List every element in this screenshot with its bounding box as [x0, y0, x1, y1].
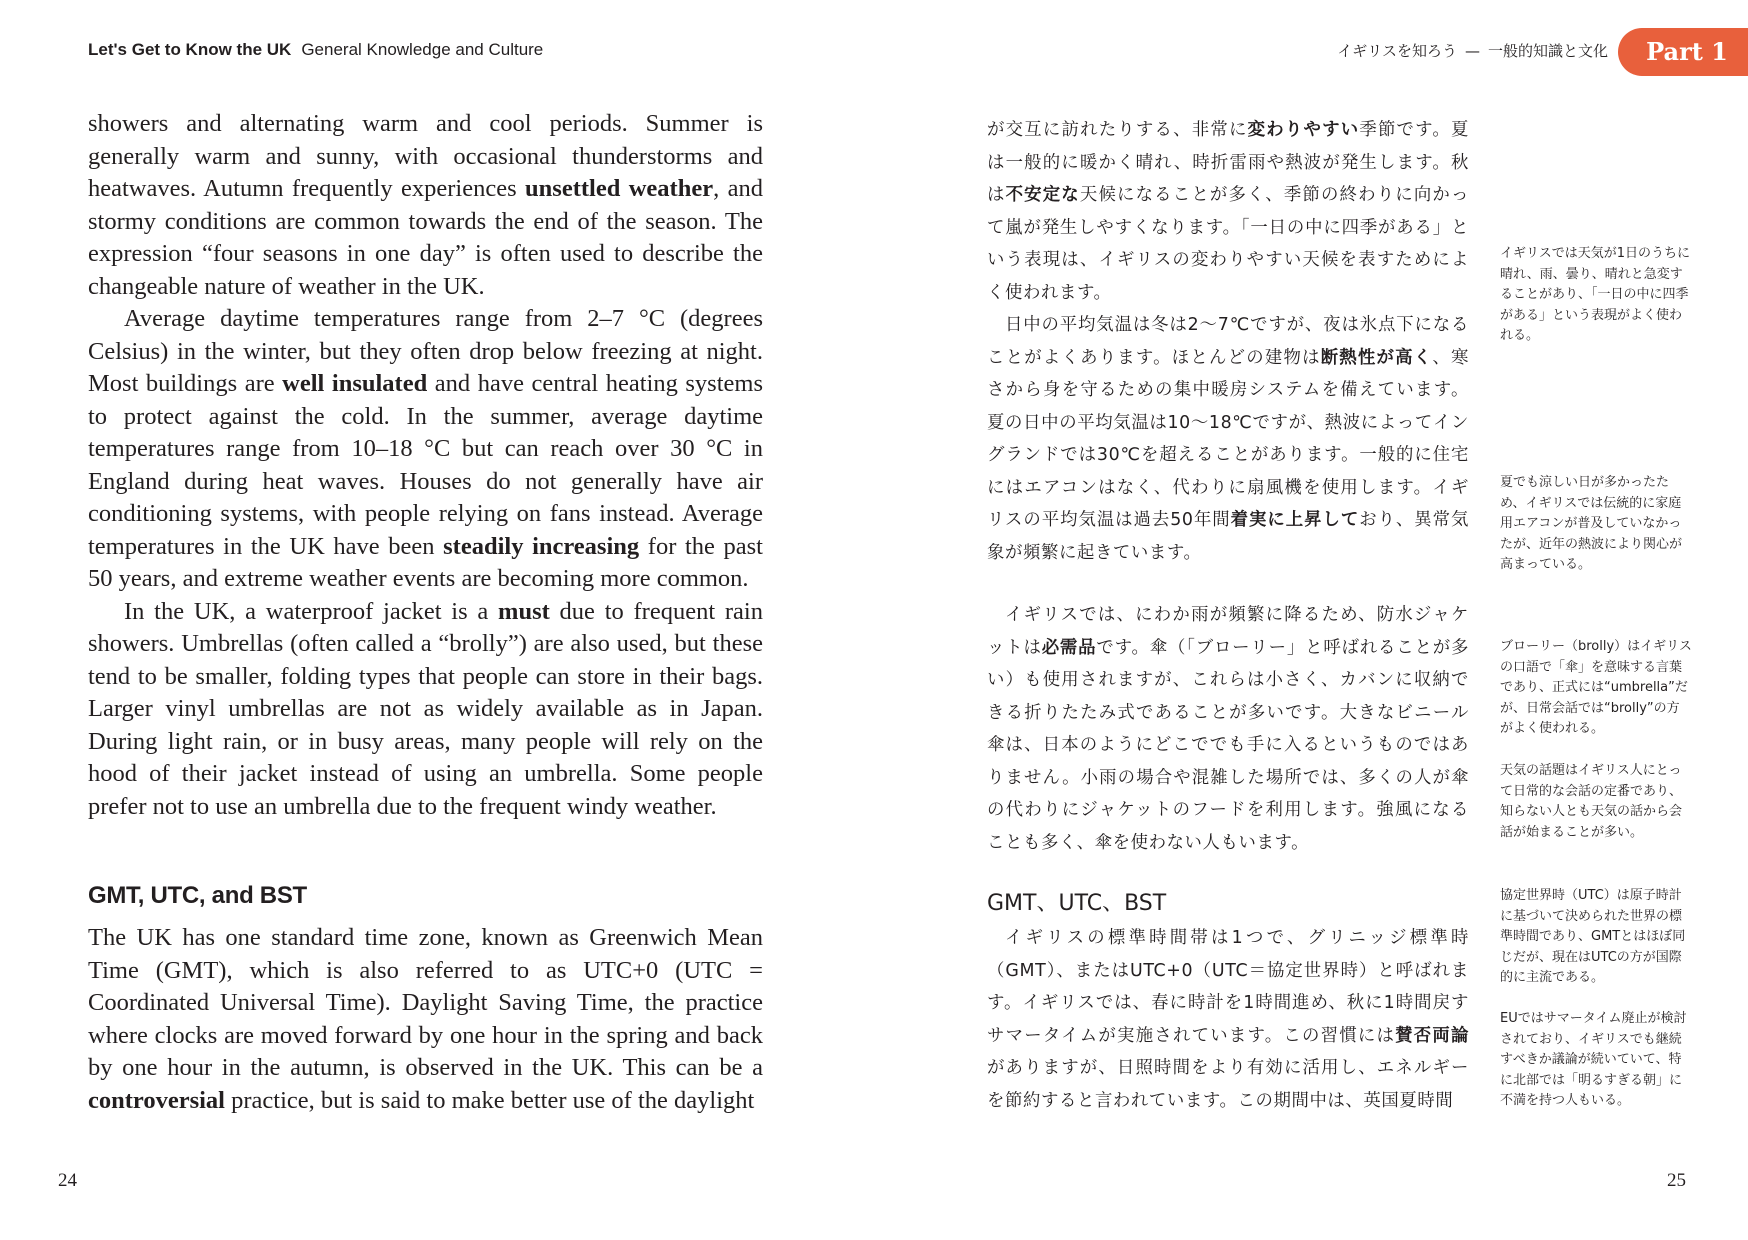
- keyword: controversial: [88, 1086, 225, 1114]
- keyword: 賛否両論: [1395, 1025, 1469, 1046]
- keyword: 着実に上昇して: [1230, 510, 1360, 530]
- margin-note: ブローリー（brolly）はイギリスの口語で「傘」を意味する言葉であり、正式には“umbrella”だが、日常会話では“brolly”の方がよく使われる。: [1500, 639, 1692, 736]
- running-header-left: [88, 40, 543, 60]
- margin-note: 協定世界時（UTC）は原子時計に基づいて決められた世界の標準時間であり、GMTとはほぼ同じだが、現在はUTCの方が国際的に主流である。: [1500, 888, 1686, 985]
- keyword: 変わりやすい: [1247, 120, 1360, 140]
- page-number-left: 24: [58, 1170, 77, 1191]
- book-title: Let's Get to Know the UK: [88, 40, 292, 59]
- japanese-paragraph-1: が交互に訪れたりする、非常に変わりやすい季節です。夏は一般的に暖かく晴れ、時折雷雨や熱波が発生します。秋は不安定な天候になることが多く、季節の終わりに向かって嵐が発生しやすくなります。「一日の中に四季がある」という表現は、イギリスの変わりやすい天候を表すためによく使われます。: [987, 120, 1470, 303]
- japanese-paragraph-3: イギリスでは、にわか雨が頻繁に降るため、防水ジャケットは必需品です。傘（「ブローリー」と呼ばれることが多い）も使用されますが、これらは小さく、カバンに収納できる折りたたみ式であることが多いです。大きなビニール傘は、日本のようにどこででも手に入るというものではありません。小雨の場合や混雑した場所では、多くの人が傘の代わりにジャケットのフードを利用します。強風になることも多く、傘を使わない人もいます。: [987, 605, 1469, 853]
- english-paragraph-4: The UK has one standard time zone, known as Greenwich Mean Time (GMT), which is also referred to as UTC+0 (UTC = Coordinated Universal Time). Daylight Saving Time, the practice where clocks are moved forward by one hour in the spring and back by one hour in the autumn, is observed in the UK. This can be a controversial practice, but is said to make better use of the daylight: [88, 924, 763, 1114]
- english-paragraph-1: showers and alternating warm and cool periods. Summer is generally warm and sunny, with occasional thunderstorms and heatwaves. Autumn frequently experiences unsettled weather, and stormy conditions are common towards the end of the season. The expression “four seasons in one day” is often used to describe the changeable nature of weather in the UK.: [88, 110, 763, 300]
- keyword: 不安定な: [1005, 185, 1080, 205]
- margin-note: イギリスでは天気が1日のうちに晴れ、雨、曇り、晴れと急変することがあり、「一日の中に四季がある」という表現がよく使われる。: [1500, 246, 1691, 343]
- jp-book-subtitle: 一般的知識と文化: [1487, 42, 1608, 60]
- japanese-section-heading: GMT、UTC、BST: [987, 891, 1167, 916]
- page-number-right: 25: [1667, 1170, 1686, 1191]
- english-body-section-2: [88, 922, 763, 1117]
- header-separator: —: [1464, 42, 1480, 60]
- keyword: steadily increasing: [443, 532, 640, 560]
- jp-book-title: イギリスを知ろう: [1337, 42, 1457, 60]
- margin-note: 夏でも涼しい日が多かったため、イギリスでは伝統的に家庭用エアコンが普及していなかったが、近年の熱波により関心が高まっている。: [1500, 475, 1683, 572]
- keyword: must: [498, 597, 550, 625]
- japanese-paragraph-4: イギリスの標準時間帯は1つで、グリニッジ標準時（GMT）、またはUTC+0（UTC＝協定世界時）と呼ばれます。イギリスでは、春に時計を1時間進め、秋に1時間戻すサマータイムが実施されています。この習慣には賛否両論がありますが、日照時間をより有効に活用し、エネルギーを節約すると言われています。この期間中は、英国夏時間: [987, 928, 1469, 1111]
- english-section-heading: GMT, UTC, and BST: [88, 882, 307, 909]
- japanese-paragraph-2: 日中の平均気温は冬は2～7℃ですが、夜は氷点下になることがよくあります。ほとんどの建物は断熱性が高く、寒さから身を守るための集中暖房システムを備えています。夏の日中の平均気温は10～18℃ですが、熱波によってイングランドでは30℃を超えることがあります。一般的に住宅にはエアコンはなく、代わりに扇風機を使用します。イギリスの平均気温は過去50年間着実に上昇しており、異常気象が頻繁に起きています。: [987, 315, 1469, 563]
- english-body: [88, 108, 763, 823]
- part-tab: Part 1: [1618, 28, 1748, 76]
- keyword: 必需品: [1041, 637, 1097, 658]
- english-paragraph-3: In the UK, a waterproof jacket is a must due to frequent rain showers. Umbrellas (often called a “brolly”) are also used, but these tend to be smaller, folding types that people can store in their bags. Larger vinyl umbrellas are not as widely available as in Japan. During light rain, or in busy areas, many people will rely on the hood of their jacket instead of using an umbrella. Some people prefer not to use an umbrella due to the frequent windy weather.: [88, 597, 763, 820]
- running-header-right: [1337, 40, 1608, 61]
- keyword: unsettled weather: [525, 175, 714, 202]
- english-paragraph-2: Average daytime temperatures range from 2–7 °C (degrees Celsius) in the winter, but they often drop below freezing at night. Most buildings are well insulated and have central heating systems to protect against the cold. In the summer, average daytime temperatures range from 10–18 °C but can reach over 30 °C in England during heat waves. Houses do not generally have air conditioning systems, with people relying on fans instead. Average temperatures in the UK have been steadily increasing for the past 50 years, and extreme weather events are becoming more common.: [88, 305, 763, 592]
- keyword: well insulated: [282, 370, 428, 397]
- book-subtitle: General Knowledge and Culture: [301, 40, 544, 59]
- keyword: 断熱性が高く: [1320, 347, 1433, 368]
- margin-note: EUではサマータイム廃止が検討されており、イギリスでも継続すべきか議論が続いていて、特に北部では「明るすぎる朝」に不満を持つ人もいる。: [1500, 1011, 1687, 1108]
- margin-note: 天気の話題はイギリス人にとって日常的な会話の定番であり、知らない人とも天気の話から会話が始まることが多い。: [1500, 763, 1683, 840]
